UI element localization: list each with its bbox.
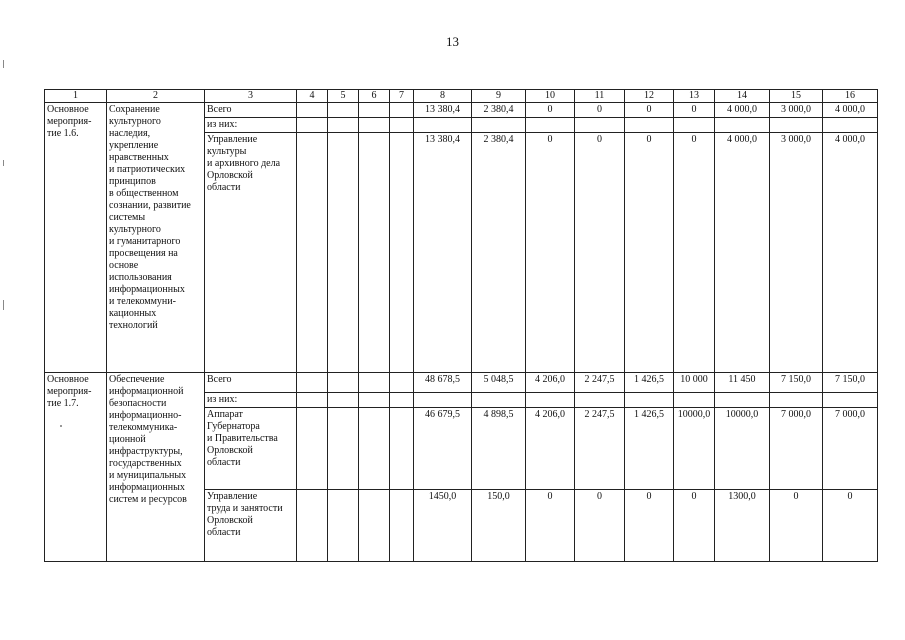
budget-table [44, 89, 878, 562]
value-cell: 3 000,0 [770, 133, 823, 373]
value-cell: 3 000,0 [770, 103, 823, 118]
value-cell: 0 [674, 490, 715, 562]
value-cell: 5 048,5 [472, 373, 526, 393]
value-cell: 4 000,0 [715, 103, 770, 118]
header-cell: 11 [575, 90, 625, 103]
header-cell: 4 [297, 90, 328, 103]
value-cell: 0 [823, 490, 878, 562]
value-cell: 0 [625, 103, 674, 118]
value-cell: 7 150,0 [770, 373, 823, 393]
source-cell: Управление труда и занятости Орловской области [205, 490, 297, 562]
value-cell: 0 [526, 133, 575, 373]
header-cell: 8 [414, 90, 472, 103]
source-cell: из них: [205, 118, 297, 133]
value-cell: 46 679,5 [414, 408, 472, 490]
value-cell: 10000,0 [715, 408, 770, 490]
header-cell: 14 [715, 90, 770, 103]
table-row [45, 103, 878, 118]
header-cell: 2 [107, 90, 205, 103]
value-cell: 7 000,0 [823, 408, 878, 490]
value-cell: 2 247,5 [575, 408, 625, 490]
measure-code-cell: Основное мероприя- тие 1.7. [45, 373, 107, 562]
value-cell: 1 426,5 [625, 408, 674, 490]
value-cell: 0 [770, 490, 823, 562]
header-cell: 13 [674, 90, 715, 103]
source-cell: Аппарат Губернатора и Правительства Орловской области [205, 408, 297, 490]
value-cell: 2 247,5 [575, 373, 625, 393]
header-row [45, 90, 878, 103]
measure-title-cell: Сохранение культурного наследия, укрепление нравственных и патриотических принципов в общественном сознании, развитие системы культурного и гуманитарного просвещения на основе использования информационных и телекоммуни- кационных технологий [107, 103, 205, 373]
scan-edge-mark [3, 160, 4, 166]
page-number: 13 [446, 34, 459, 49]
value-cell: 10 000 [674, 373, 715, 393]
measure-code-cell: Основное мероприя- тие 1.6. [45, 103, 107, 373]
header-cell: 1 [45, 90, 107, 103]
value-cell: 4 898,5 [472, 408, 526, 490]
value-cell: 4 000,0 [823, 133, 878, 373]
header-cell: 10 [526, 90, 575, 103]
value-cell: 0 [526, 103, 575, 118]
source-cell: Всего [205, 373, 297, 393]
header-cell: 5 [328, 90, 359, 103]
value-cell: 0 [625, 133, 674, 373]
value-cell: 1 426,5 [625, 373, 674, 393]
value-cell: 7 000,0 [770, 408, 823, 490]
value-cell: 2 380,4 [472, 133, 526, 373]
value-cell: 150,0 [472, 490, 526, 562]
value-cell: 4 206,0 [526, 373, 575, 393]
value-cell: 4 000,0 [715, 133, 770, 373]
value-cell: 48 678,5 [414, 373, 472, 393]
value-cell: 0 [575, 133, 625, 373]
value-cell: 0 [674, 133, 715, 373]
source-cell: Всего [205, 103, 297, 118]
value-cell: 7 150,0 [823, 373, 878, 393]
header-cell: 7 [390, 90, 414, 103]
header-cell: 15 [770, 90, 823, 103]
header-cell: 6 [359, 90, 390, 103]
source-cell: Управление культуры и архивного дела Орловской области [205, 133, 297, 373]
value-cell: 10000,0 [674, 408, 715, 490]
scan-edge-mark [3, 60, 4, 68]
measure-title-cell: Обеспечение информационной безопасности информационно- телекоммуника- ционной инфраструктуры, государственных и муниципальных информационных систем и ресурсов [107, 373, 205, 562]
value-cell: 11 450 [715, 373, 770, 393]
value-cell: 4 000,0 [823, 103, 878, 118]
value-cell: 2 380,4 [472, 103, 526, 118]
value-cell: 0 [625, 490, 674, 562]
value-cell: 1450,0 [414, 490, 472, 562]
scan-edge-mark [3, 300, 4, 310]
value-cell: 0 [575, 490, 625, 562]
header-cell: 12 [625, 90, 674, 103]
source-cell: из них: [205, 393, 297, 408]
value-cell: 13 380,4 [414, 103, 472, 118]
value-cell: 0 [674, 103, 715, 118]
header-cell: 9 [472, 90, 526, 103]
value-cell: 0 [575, 103, 625, 118]
table-row [45, 373, 878, 393]
value-cell: 0 [526, 490, 575, 562]
header-cell: 16 [823, 90, 878, 103]
value-cell: 13 380,4 [414, 133, 472, 373]
value-cell: 4 206,0 [526, 408, 575, 490]
value-cell: 1300,0 [715, 490, 770, 562]
header-cell: 3 [205, 90, 297, 103]
